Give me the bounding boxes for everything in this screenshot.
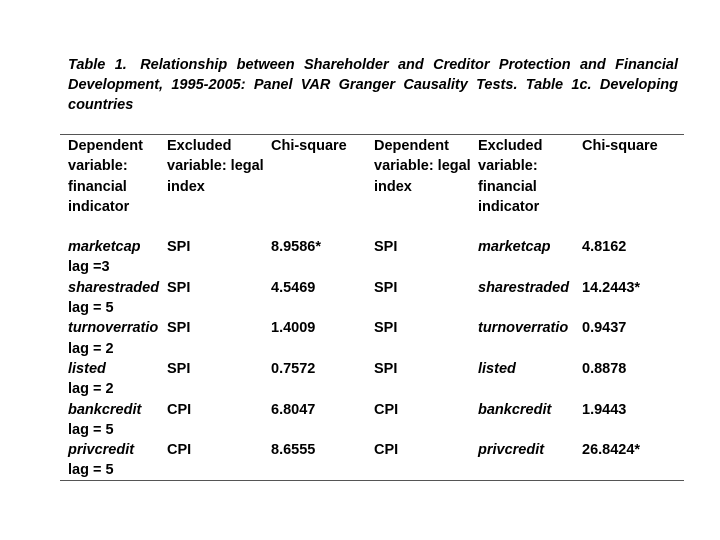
chi-square-value-2: 4.8162 — [582, 239, 627, 256]
header-dependent-legal: Dependent variable: legal index — [374, 138, 471, 195]
lag-value: lag =3 — [68, 259, 110, 276]
lag-value: lag = 2 — [68, 381, 114, 398]
header-dependent-financial: Dependent variable: financial indicator — [68, 138, 143, 215]
table-bottom-rule — [60, 480, 684, 481]
table-number: Table 1. — [68, 57, 127, 73]
chi-square-value: 1.4009 — [271, 320, 316, 337]
excluded-financial-indicator: marketcap — [478, 239, 551, 256]
header-chi-square-1: Chi-square — [271, 138, 347, 154]
table-row — [62, 318, 682, 359]
lag-value: lag = 5 — [68, 421, 114, 438]
table-row — [62, 237, 682, 278]
chi-square-value-2: 1.9443 — [582, 401, 627, 418]
excluded-financial-indicator: turnoverratio — [478, 320, 569, 337]
chi-square-value-2: 0.8878 — [582, 360, 627, 377]
chi-square-value-2: 26.8424* — [582, 442, 641, 459]
table-caption — [68, 55, 678, 115]
row-dependent-cell — [62, 440, 167, 481]
dependent-legal-index: SPI — [374, 320, 398, 337]
excluded-financial-indicator: privcredit — [478, 442, 545, 459]
header-chi-square-2: Chi-square — [582, 138, 658, 154]
lag-value: lag = 5 — [68, 462, 114, 479]
dependent-variable: bankcredit — [68, 401, 142, 418]
header-excluded-financial: Excluded variable: financial indicator — [478, 138, 543, 215]
excluded-financial-indicator: listed — [478, 360, 516, 377]
dependent-legal-index: SPI — [374, 239, 398, 256]
row-dependent-cell — [62, 318, 167, 359]
chi-square-value: 8.6555 — [271, 442, 316, 459]
dependent-variable: marketcap — [68, 239, 141, 256]
excluded-variable: SPI — [167, 239, 191, 256]
excluded-financial-indicator: sharestraded — [478, 279, 570, 296]
excluded-variable: SPI — [167, 360, 191, 377]
chi-square-value: 6.8047 — [271, 401, 316, 418]
dependent-variable: sharestraded — [68, 279, 160, 296]
row-dependent-cell — [62, 400, 167, 441]
chi-square-value: 0.7572 — [271, 360, 316, 377]
chi-square-value: 4.5469 — [271, 279, 316, 296]
header-row — [62, 136, 682, 237]
row-dependent-cell — [62, 237, 167, 278]
table-row — [62, 278, 682, 319]
dependent-variable: listed — [68, 360, 106, 377]
table-row — [62, 440, 682, 481]
granger-causality-table — [62, 136, 682, 481]
dependent-legal-index: CPI — [374, 401, 399, 418]
row-dependent-cell — [62, 359, 167, 400]
lag-value: lag = 2 — [68, 340, 114, 357]
lag-value: lag = 5 — [68, 300, 114, 317]
chi-square-value: 8.9586* — [271, 239, 321, 256]
dependent-legal-index: SPI — [374, 360, 398, 377]
excluded-financial-indicator: bankcredit — [478, 401, 552, 418]
row-dependent-cell — [62, 278, 167, 319]
header-excluded-legal: Excluded variable: legal index — [167, 138, 264, 195]
table-top-rule — [60, 134, 684, 135]
dependent-legal-index: CPI — [374, 442, 399, 459]
table-title: Relationship between Shareholder and Creditor Protection and Financial Development, 1995-2005: Panel VAR Granger Causality Tests. Table 1c. Developing countries — [68, 57, 678, 113]
table-row — [62, 359, 682, 400]
chi-square-value-2: 14.2443* — [582, 279, 641, 296]
excluded-variable: CPI — [167, 442, 192, 459]
chi-square-value-2: 0.9437 — [582, 320, 627, 337]
dependent-legal-index: SPI — [374, 279, 398, 296]
excluded-variable: SPI — [167, 279, 191, 296]
excluded-variable: CPI — [167, 401, 192, 418]
table-row — [62, 400, 682, 441]
dependent-variable: turnoverratio — [68, 320, 159, 337]
excluded-variable: SPI — [167, 320, 191, 337]
dependent-variable: privcredit — [68, 442, 135, 459]
